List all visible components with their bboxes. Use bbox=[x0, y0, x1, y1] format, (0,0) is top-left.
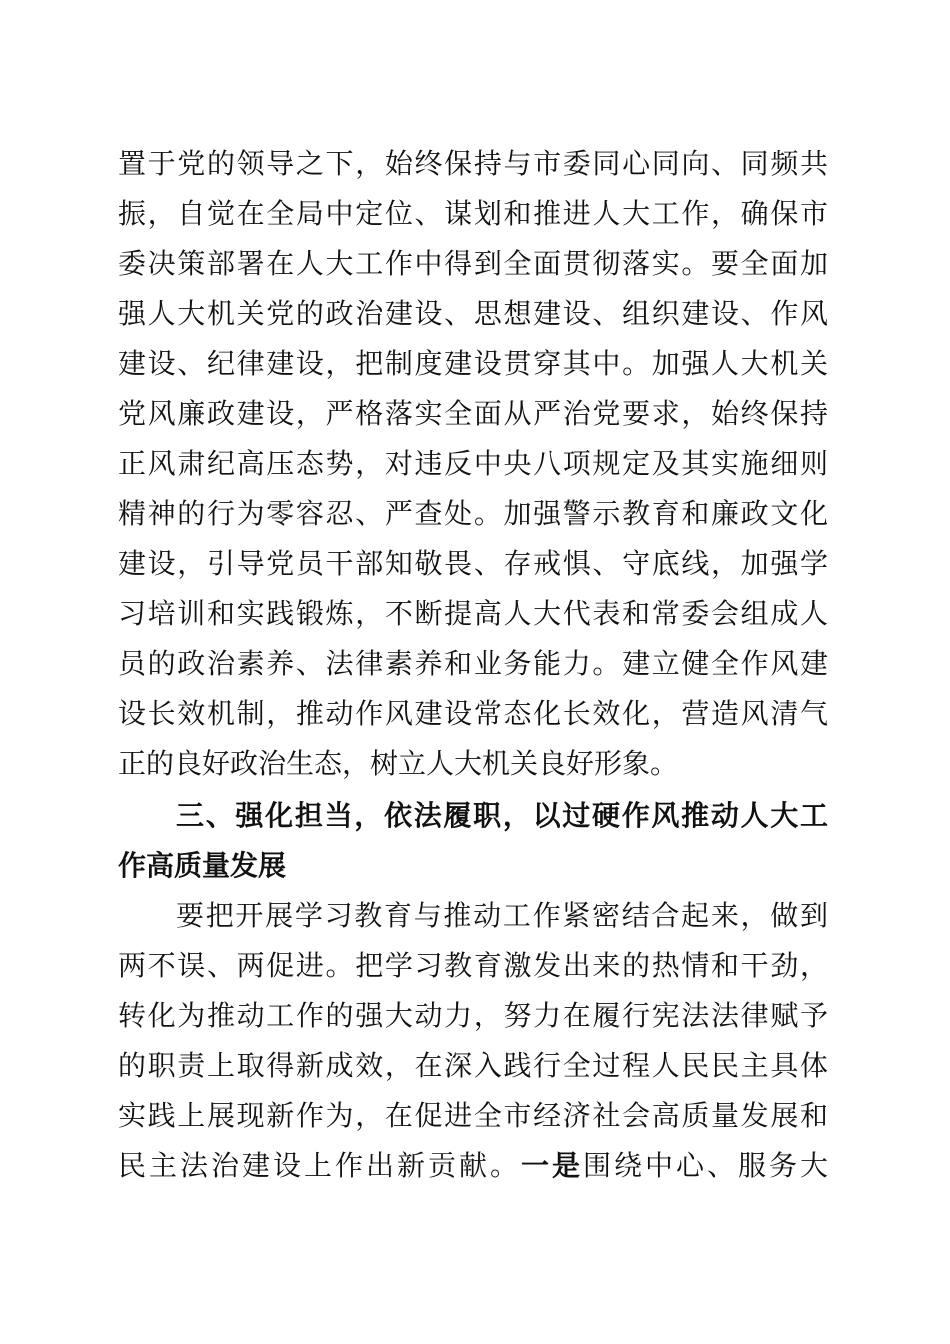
paragraph-1-line-7: 正风肃纪高压态势，对违反中央八项规定及其实施细则 bbox=[118, 447, 828, 480]
paragraph-2-line-6-text-after: 围绕中心、服务大 bbox=[582, 1149, 828, 1182]
paragraph-1-line-11: 员的政治素养、法律素养和业务能力。建立健全作风建 bbox=[118, 647, 828, 680]
paragraph-1-line-2: 振，自觉在全局中定位、谋划和推进人大工作，确保市 bbox=[118, 197, 828, 230]
paragraph-1-line-9: 建设，引导党员干部知敬畏、存戒惧、守底线，加强学 bbox=[118, 547, 828, 580]
paragraph-2-line-5: 实践上展现新作为，在促进全市经济社会高质量发展和 bbox=[118, 1099, 828, 1132]
bold-marker-yi-shi: 一是 bbox=[520, 1149, 583, 1182]
paragraph-1-line-10: 习培训和实践锻炼，不断提高人大代表和常委会组成人 bbox=[118, 597, 828, 630]
paragraph-2-line-6 bbox=[118, 1146, 828, 1186]
section-heading-line-1: 三、强化担当，依法履职，以过硬作风推动人大工 bbox=[176, 799, 828, 832]
paragraph-1-line-8: 精神的行为零容忍、严查处。加强警示教育和廉政文化 bbox=[118, 497, 828, 530]
paragraph-2-line-6-text-before: 民主法治建设上作出新贡献。 bbox=[118, 1149, 521, 1182]
paragraph-1-line-13: 正的良好政治生态，树立人大机关良好形象。 bbox=[118, 747, 679, 780]
paragraph-1-line-4: 强人大机关党的政治建设、思想建设、组织建设、作风 bbox=[118, 297, 828, 330]
paragraph-1-line-5: 建设、纪律建设，把制度建设贯穿其中。加强人大机关 bbox=[118, 347, 828, 380]
paragraph-1-line-3: 委决策部署在人大工作中得到全面贯彻落实。要全面加 bbox=[118, 247, 828, 280]
paragraph-2-line-1: 要把开展学习教育与推动工作紧密结合起来，做到 bbox=[176, 899, 828, 932]
paragraph-1-line-6: 党风廉政建设，严格落实全面从严治党要求，始终保持 bbox=[118, 397, 828, 430]
paragraph-1-line-1: 置于党的领导之下，始终保持与市委同心同向、同频共 bbox=[118, 147, 828, 180]
paragraph-2-line-2: 两不误、两促进。把学习教育激发出来的热情和干劲， bbox=[118, 949, 828, 982]
paragraph-2-line-3: 转化为推动工作的强大动力，努力在履行宪法法律赋予 bbox=[118, 999, 828, 1032]
section-heading-line-2: 作高质量发展 bbox=[118, 849, 287, 882]
paragraph-2-line-4: 的职责上取得新成效，在深入践行全过程人民民主具体 bbox=[118, 1049, 828, 1082]
paragraph-1-line-12: 设长效机制，推动作风建设常态化长效化，营造风清气 bbox=[118, 697, 828, 730]
